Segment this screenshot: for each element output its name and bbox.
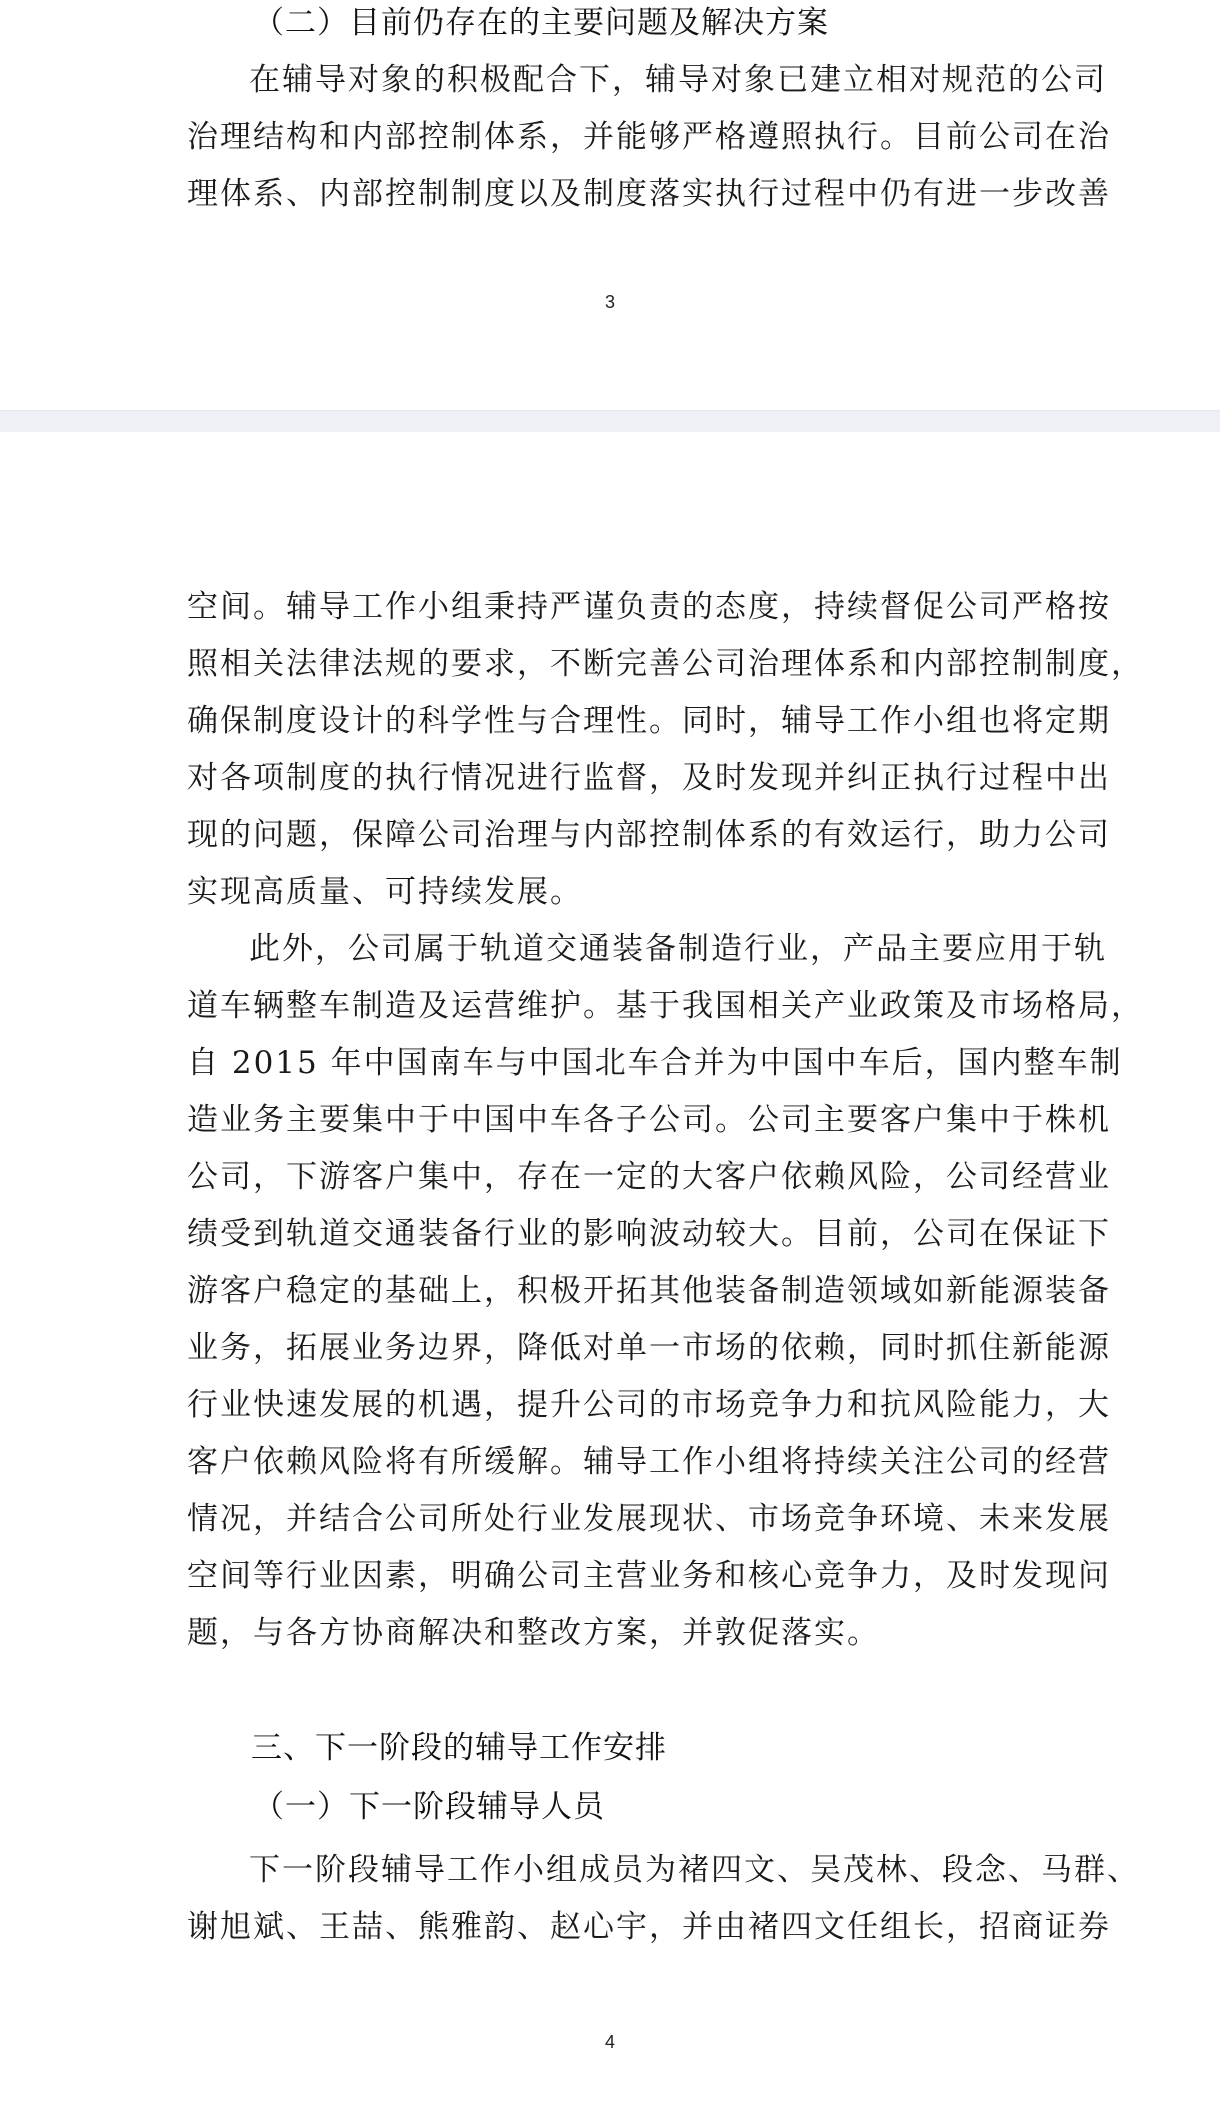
text-line: 业务，拓展业务边界，降低对单一市场的依赖，同时抓住新能源 xyxy=(187,1330,1111,1366)
text-line: 在辅导对象的积极配合下，辅导对象已建立相对规范的公司 xyxy=(249,62,1107,98)
text-line: 下一阶段辅导工作小组成员为褚四文、吴茂林、段念、马群、 xyxy=(249,1852,1140,1888)
text-line: 理体系、内部控制制度以及制度落实执行过程中仍有进一步改善 xyxy=(187,176,1111,212)
text-line: 绩受到轨道交通装备行业的影响波动较大。目前，公司在保证下 xyxy=(187,1216,1111,1252)
text-line: 谢旭斌、王喆、熊雅韵、赵心宇，并由褚四文任组长，招商证券 xyxy=(187,1909,1111,1945)
page-number: 3 xyxy=(604,292,615,312)
text-line: 道车辆整车制造及运营维护。基于我国相关产业政策及市场格局， xyxy=(187,988,1144,1024)
paragraph xyxy=(187,1842,1140,1956)
paragraph xyxy=(187,52,1111,223)
text-line: 公司，下游客户集中，存在一定的大客户依赖风险，公司经营业 xyxy=(187,1159,1111,1195)
text-line: 题，与各方协商解决和整改方案，并敦促落实。 xyxy=(187,1615,880,1651)
text-line: 造业务主要集中于中国中车各子公司。公司主要客户集中于株机 xyxy=(187,1102,1111,1138)
text-line: 此外，公司属于轨道交通装备制造行业，产品主要应用于轨 xyxy=(249,931,1107,967)
text-line: 确保制度设计的科学性与合理性。同时，辅导工作小组也将定期 xyxy=(187,703,1111,739)
text-line: 治理结构和内部控制体系，并能够严格遵照执行。目前公司在治 xyxy=(187,119,1111,155)
text-line: 实现高质量、可持续发展。 xyxy=(187,874,583,910)
subsection-heading: （二）目前仍存在的主要问题及解决方案 xyxy=(253,5,829,41)
page-4 xyxy=(0,432,1220,2104)
page-number: 4 xyxy=(604,2032,615,2052)
text-line: 照相关法律法规的要求，不断完善公司治理体系和内部控制制度， xyxy=(187,646,1144,682)
text-line: 对各项制度的执行情况进行监督，及时发现并纠正执行过程中出 xyxy=(187,760,1111,796)
paragraph xyxy=(187,921,1144,1662)
page-3 xyxy=(0,0,1220,410)
text-line: 行业快速发展的机遇，提升公司的市场竞争力和抗风险能力，大 xyxy=(187,1387,1111,1423)
text-line: 游客户稳定的基础上，积极开拓其他装备制造领域如新能源装备 xyxy=(187,1273,1111,1309)
text-line: 现的问题，保障公司治理与内部控制体系的有效运行，助力公司 xyxy=(187,817,1111,853)
text-line: 空间。辅导工作小组秉持严谨负责的态度，持续督促公司严格按 xyxy=(187,589,1111,625)
paragraph xyxy=(187,579,1144,921)
section-heading: 三、下一阶段的辅导工作安排 xyxy=(251,1730,667,1766)
text-line: 自 2015 年中国南车与中国北车合并为中国中车后，国内整车制 xyxy=(187,1045,1123,1081)
text-line: 情况，并结合公司所处行业发展现状、市场竞争环境、未来发展 xyxy=(187,1501,1111,1537)
page-separator xyxy=(0,410,1220,434)
subsection-heading: （一）下一阶段辅导人员 xyxy=(253,1789,605,1825)
text-line: 客户依赖风险将有所缓解。辅导工作小组将持续关注公司的经营 xyxy=(187,1444,1111,1480)
text-line: 空间等行业因素，明确公司主营业务和核心竞争力，及时发现问 xyxy=(187,1558,1111,1594)
